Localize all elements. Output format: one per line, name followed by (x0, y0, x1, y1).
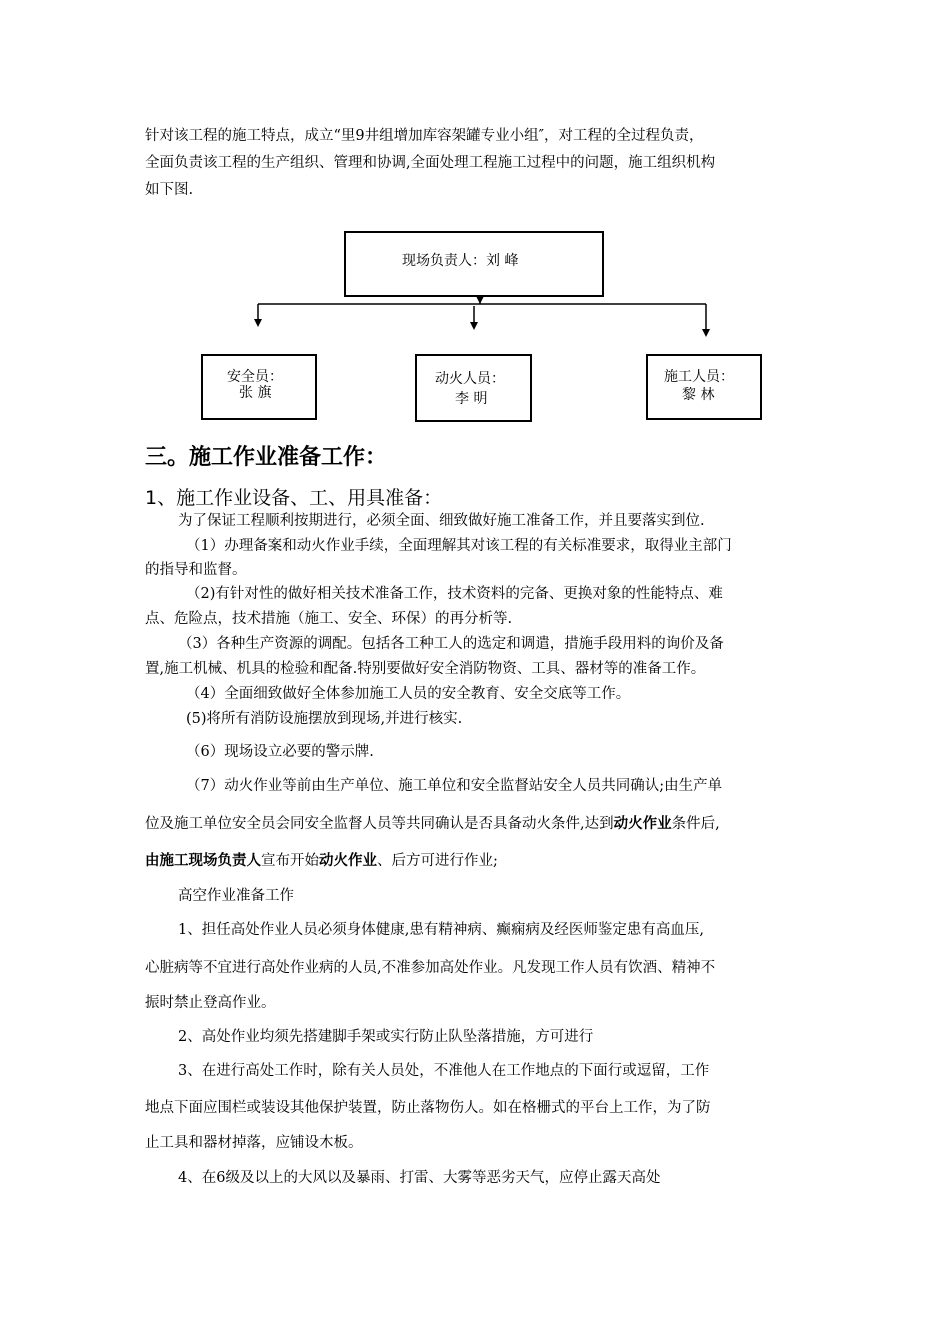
paragraph-line (145, 851, 498, 871)
paragraph-line: （7）动火作业等前由生产单位、施工单位和安全监督站安全人员共同确认;由生产单 (186, 778, 723, 794)
intro-line-1: 针对该工程的施工特点，成立“里9井组增加库容架罐专业小组″，对工程的全过程负责， (145, 128, 704, 144)
paragraph-line (145, 814, 720, 834)
org-fire-box (415, 354, 532, 422)
paragraph-line: 4、在6级及以上的大风以及暴雨、打雷、大雾等恶劣天气，应停止露天高处 (178, 1170, 661, 1186)
paragraph-line: （2)有针对性的做好相关技术准备工作，技术资料的完备、更换对象的性能特点、难 (186, 586, 723, 602)
paragraph-line: 点、危险点，技术措施（施工、安全、环保）的再分析等. (145, 611, 513, 627)
paragraph-line: 心脏病等不宜进行高处作业病的人员,不准参加高处作业。凡发现工作人员有饮酒、精神不 (145, 960, 716, 976)
paragraph-line: 振时禁止登高作业。 (145, 995, 276, 1011)
paragraph-line: 高空作业准备工作 (178, 888, 294, 904)
bold-term: 动火作业 (613, 816, 672, 832)
org-work-role: 施工人员： (664, 369, 734, 385)
paragraph-line: （3）各种生产资源的调配。包括各工种工人的选定和调遣，措施手段用料的询价及备 (178, 636, 724, 652)
org-work-box (646, 354, 762, 420)
org-fire-role: 动火人员： (435, 371, 505, 387)
paragraph-line: 止工具和器材掉落，应铺设木板。 (145, 1135, 363, 1151)
org-safety-box (201, 354, 317, 420)
paragraph-line: 为了保证工程顺利按期进行，必须全面、细致做好施工准备工作，并且要落实到位. (178, 513, 705, 529)
intro-line-2: 全面负责该工程的生产组织、管理和协调,全面处理工程施工过程中的问题，施工组织机构 (145, 155, 716, 171)
bold-term: 动火作业 (319, 853, 377, 869)
paragraph-line: （1）办理备案和动火作业手续，全面理解其对该工程的有关标准要求，取得业主部门 (186, 538, 732, 554)
paragraph-line: 地点下面应围栏或装设其他保护装置，防止落物伤人。如在格栅式的平台上工作，为了防 (145, 1100, 711, 1116)
org-work-name: 黎 林 (682, 387, 715, 403)
paragraph-line: （4）全面细致做好全体参加施工人员的安全教育、安全交底等工作。 (186, 686, 631, 702)
paragraph-line: 的指导和监督。 (145, 562, 247, 578)
paragraph-line: 2、高处作业均须先搭建脚手架或实行防止队坠落措施，方可进行 (178, 1029, 594, 1045)
paragraph-text: 、后方可进行作业; (377, 853, 498, 869)
paragraph-line: 1、担任高处作业人员必须身体健康,患有精神病、癫痫病及经医师鉴定患有高血压, (178, 922, 704, 938)
paragraph-text: 宣布开始 (261, 853, 319, 869)
org-fire-name: 李 明 (455, 391, 488, 407)
org-head-label: 现场负责人：刘 峰 (402, 253, 519, 269)
paragraph-text: 条件后, (671, 816, 720, 832)
paragraph-line: （6）现场设立必要的警示牌. (186, 744, 374, 760)
intro-line-3: 如下图. (145, 182, 194, 198)
subsection-title: 1、施工作业设备、工、用具准备： (145, 487, 443, 509)
paragraph-line: 置,施工机械、机具的检验和配备.特别要做好安全消防物资、工具、器材等的准备工作。 (145, 661, 706, 677)
org-safety-role: 安全员： (227, 369, 283, 385)
paragraph-line: 3、在进行高处工作时，除有关人员处，不准他人在工作地点的下面行或逗留，工作 (178, 1063, 710, 1079)
bold-term: 由施工现场负责人 (145, 853, 261, 869)
paragraph-text: 位及施工单位安全员会同安全监督人员等共同确认是否具备动火条件,达到 (145, 816, 614, 832)
section-title: 三。施工作业准备工作： (145, 445, 388, 470)
org-head-box (344, 231, 604, 297)
paragraph-line: (5)将所有消防设施摆放到现场,并进行核实. (186, 711, 463, 727)
org-safety-name: 张 旗 (239, 385, 272, 401)
